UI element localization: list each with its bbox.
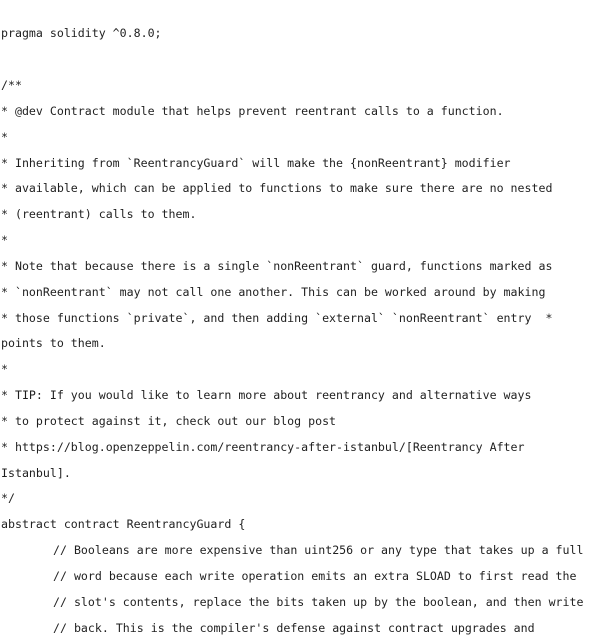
code-line: * TIP: If you would like to learn more about reentrancy and alternative ways [1,388,532,402]
code-line: * (reentrant) calls to them. [1,207,197,221]
code-line: // Booleans are more expensive than uint256 or any type that takes up a full [53,543,584,557]
code-line: * https://blog.openzeppelin.com/reentrancy-after-istanbul/[Reentrancy After [1,440,525,454]
code-line: points to them. [1,336,106,350]
code-line: abstract contract ReentrancyGuard { [1,517,246,531]
code-line: /** [1,78,22,92]
code-line: * @dev Contract module that helps prevent reentrant calls to a function. [1,104,504,118]
code-line: Istanbul]. [1,466,71,480]
code-line: pragma solidity ^0.8.0; [1,26,162,40]
code-line: * [1,362,8,376]
code-line: * Note that because there is a single `nonReentrant` guard, functions marked as [1,259,553,273]
code-line: // word because each write operation emits an extra SLOAD to first read the [53,569,577,583]
code-line: // slot's contents, replace the bits taken up by the boolean, and then write [53,595,584,609]
code-line: * available, which can be applied to functions to make sure there are no nested [1,181,553,195]
code-line: // back. This is the compiler's defense against contract upgrades and [53,621,535,635]
code-line: * [1,130,8,144]
code-line: * [1,233,8,247]
code-line: * to protect against it, check out our blog post [1,414,337,428]
code-line: */ [1,491,15,505]
code-line: * Inheriting from `ReentrancyGuard` will make the {nonReentrant} modifier [1,156,511,170]
code-line: * `nonReentrant` may not call one another. This can be worked around by making [1,285,546,299]
code-line: * those functions `private`, and then adding `external` `nonReentrant` entry * [1,311,553,325]
